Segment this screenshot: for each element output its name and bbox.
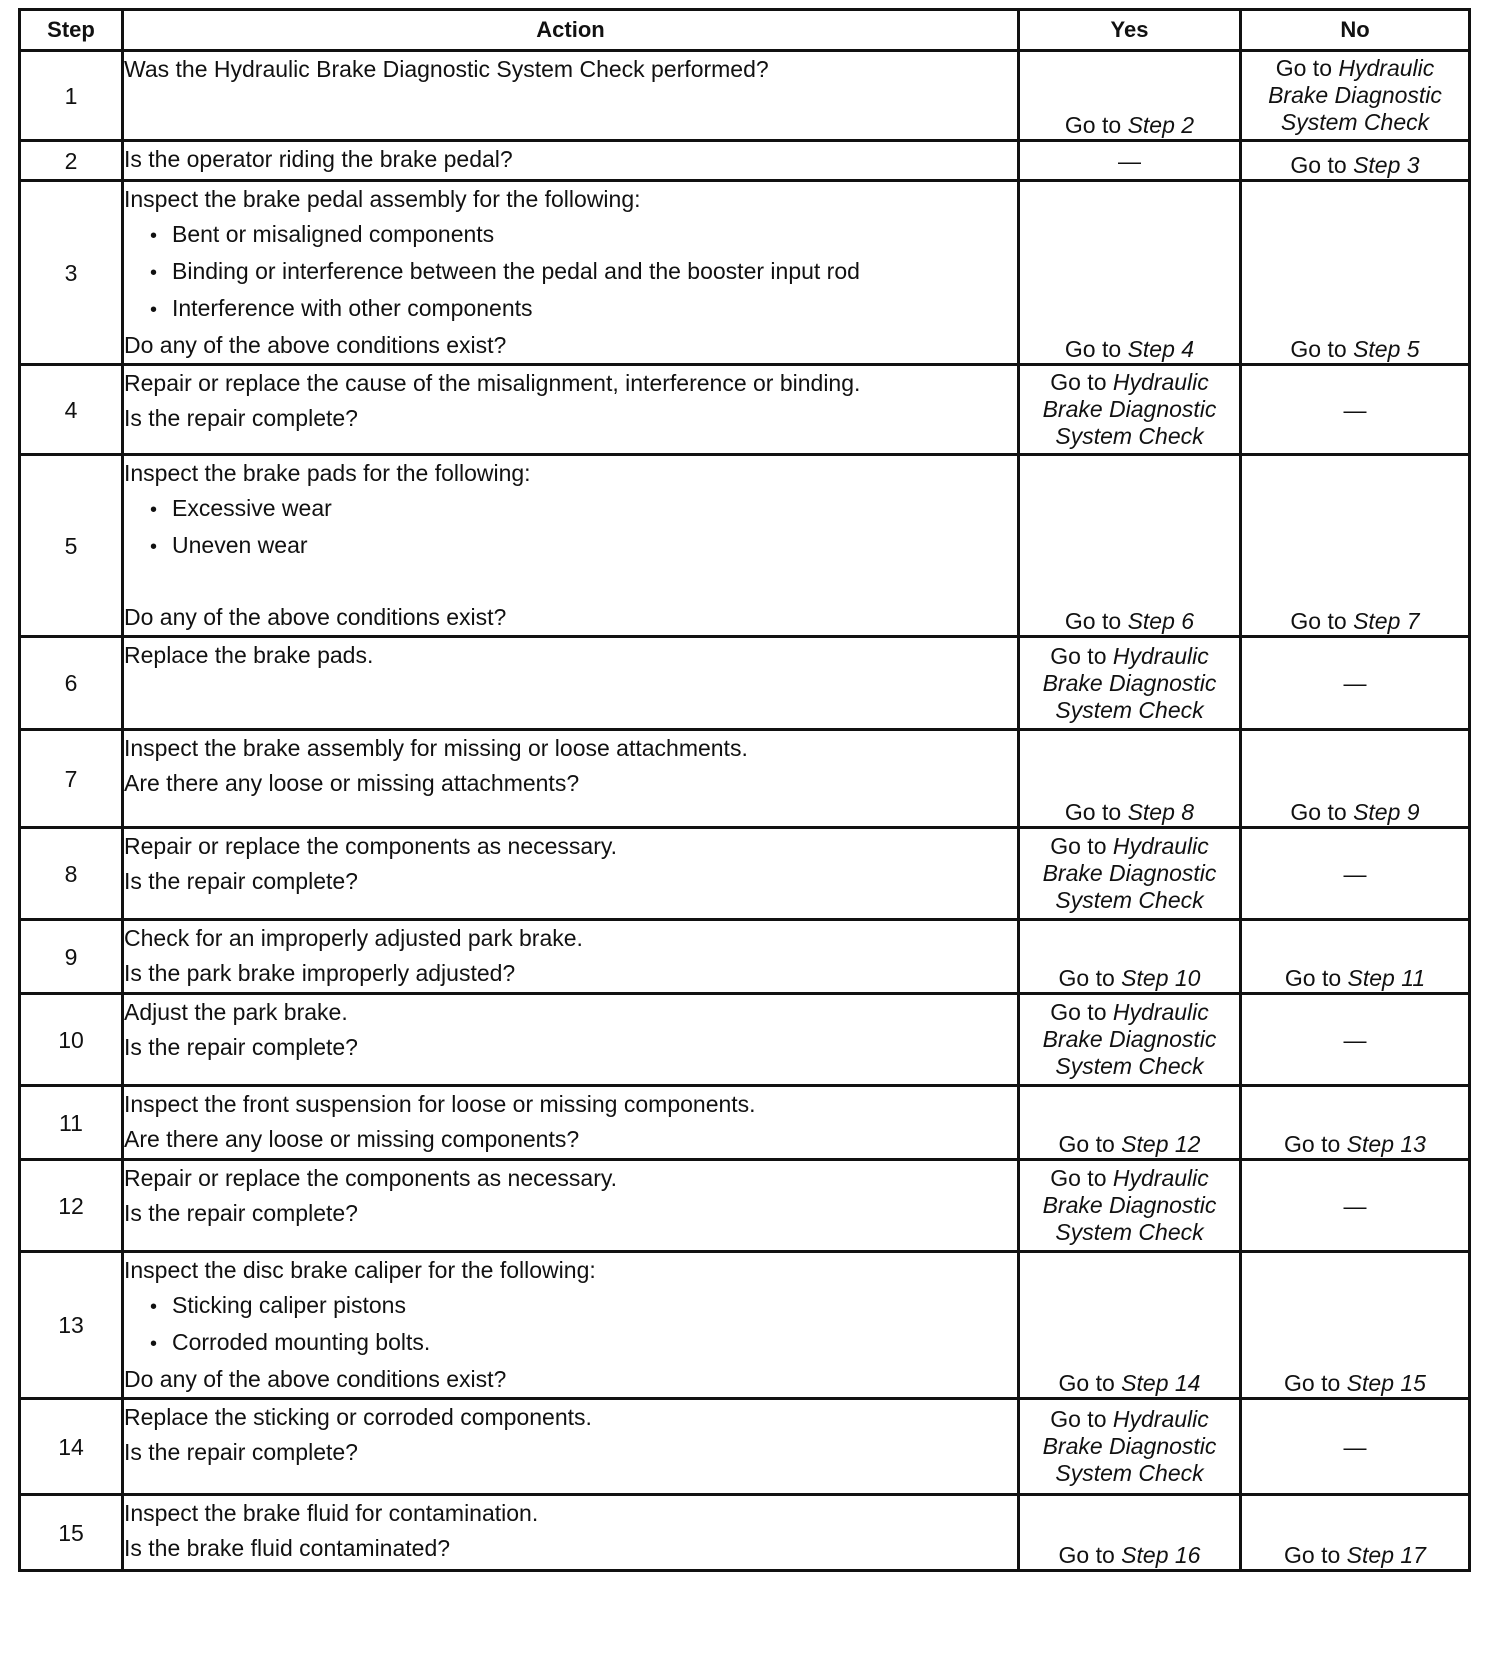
- dash-mark: —: [1343, 1433, 1367, 1460]
- yes-cell: [1019, 181, 1241, 365]
- table-body: [20, 51, 1470, 1571]
- table-row: [20, 1086, 1470, 1160]
- goto-prefix: Go to: [1290, 799, 1347, 825]
- no-cell: [1241, 730, 1470, 828]
- step-number: 12: [20, 1160, 123, 1252]
- header-row: [20, 10, 1470, 51]
- yes-cell: [1019, 1252, 1241, 1399]
- action-line: Repair or replace the components as necessary.: [124, 1165, 618, 1191]
- step-number: 5: [20, 455, 123, 637]
- goto-target[interactable]: Hydraulic: [1338, 55, 1435, 81]
- bullet-item: • Excessive wear: [150, 491, 1017, 528]
- blank-line: [124, 565, 1017, 600]
- action-cell: [123, 1160, 1019, 1252]
- no-cell: [1241, 1252, 1470, 1399]
- header-yes: Yes: [1019, 10, 1241, 51]
- dash-mark: —: [1343, 860, 1367, 887]
- goto-line: [1020, 643, 1239, 670]
- table-row: [20, 141, 1470, 181]
- goto-line: [1020, 369, 1239, 396]
- action-line: Inspect the brake fluid for contamination.: [124, 1500, 539, 1526]
- bullet-item: • Binding or interference between the pedal and the booster input rod: [150, 254, 1017, 291]
- no-cell: [1241, 141, 1470, 181]
- table-row: [20, 828, 1470, 920]
- bullet-item: • Uneven wear: [150, 528, 1017, 565]
- yes-cell: [1019, 1086, 1241, 1160]
- goto-target[interactable]: Step 7: [1353, 608, 1420, 634]
- goto-target[interactable]: Step 6: [1127, 608, 1195, 634]
- yes-cell: [1019, 1399, 1241, 1495]
- action-line: Replace the sticking or corroded components.: [124, 1404, 592, 1430]
- goto-target[interactable]: Hydraulic: [1112, 833, 1209, 859]
- table-row: [20, 920, 1470, 994]
- action-line: Was the Hydraulic Brake Diagnostic System Check performed?: [124, 56, 769, 82]
- action-question: Do any of the above conditions exist?: [124, 1366, 507, 1392]
- dash-mark: —: [1343, 1192, 1367, 1219]
- no-cell: [1241, 1495, 1470, 1571]
- yes-cell: [1019, 51, 1241, 141]
- yes-cell: [1019, 730, 1241, 828]
- no-cell: [1241, 1399, 1470, 1495]
- goto-target[interactable]: System Check: [1055, 423, 1204, 449]
- goto-target[interactable]: Step 8: [1127, 799, 1195, 825]
- goto-prefix: Go to: [1058, 1131, 1115, 1157]
- action-question: Do any of the above conditions exist?: [124, 332, 507, 358]
- action-line: Are there any loose or missing attachments?: [124, 770, 580, 796]
- action-cell: [123, 1252, 1019, 1399]
- action-cell: [123, 920, 1019, 994]
- goto-prefix: Go to: [1284, 1131, 1341, 1157]
- step-number: 7: [20, 730, 123, 828]
- goto-target[interactable]: Brake Diagnostic: [1042, 396, 1217, 422]
- no-cell: [1241, 455, 1470, 637]
- goto-target[interactable]: Brake Diagnostic: [1268, 82, 1442, 108]
- yes-cell: [1019, 994, 1241, 1086]
- header-no: No: [1241, 10, 1470, 51]
- no-cell: [1241, 637, 1470, 730]
- goto-prefix: Go to: [1284, 965, 1342, 991]
- bullet-list: [124, 1288, 1017, 1362]
- goto-prefix: Go to: [1290, 336, 1347, 362]
- goto-target[interactable]: Brake Diagnostic: [1042, 669, 1217, 696]
- goto-prefix: Go to: [1275, 55, 1332, 81]
- goto-target[interactable]: Step 4: [1127, 336, 1195, 362]
- yes-cell: [1019, 920, 1241, 994]
- goto-target[interactable]: System Check: [1055, 1053, 1204, 1079]
- goto-prefix: Go to: [1050, 833, 1107, 859]
- action-cell: [123, 1086, 1019, 1160]
- action-line: Check for an improperly adjusted park brake.: [124, 925, 583, 951]
- action-line: Is the repair complete?: [124, 1200, 358, 1226]
- goto-target[interactable]: Step 10: [1121, 965, 1201, 991]
- goto-prefix: Go to: [1290, 608, 1347, 634]
- no-cell: [1241, 365, 1470, 455]
- table-row: [20, 1399, 1470, 1495]
- bullet-item: • Interference with other components: [150, 291, 1017, 328]
- goto-line: [1020, 999, 1239, 1026]
- yes-cell: [1019, 1495, 1241, 1571]
- table-row: [20, 730, 1470, 828]
- goto-target[interactable]: System Check: [1280, 109, 1430, 135]
- goto-prefix: Go to: [1064, 336, 1122, 362]
- goto-prefix: Go to: [1064, 608, 1122, 634]
- goto-target[interactable]: Step 14: [1121, 1370, 1201, 1396]
- goto-prefix: Go to: [1058, 965, 1115, 991]
- goto-prefix: Go to: [1284, 1370, 1341, 1396]
- action-line: Inspect the brake pedal assembly for the following:: [124, 186, 641, 212]
- table-row: [20, 1160, 1470, 1252]
- no-cell: [1241, 1160, 1470, 1252]
- step-number: 13: [20, 1252, 123, 1399]
- goto-target[interactable]: Brake Diagnostic: [1042, 1192, 1217, 1218]
- goto-target[interactable]: Step 5: [1353, 336, 1420, 362]
- action-line: Inspect the disc brake caliper for the following:: [124, 1257, 596, 1283]
- step-number: 4: [20, 365, 123, 455]
- step-number: 3: [20, 181, 123, 365]
- goto-target[interactable]: Brake Diagnostic: [1042, 1433, 1217, 1459]
- goto-prefix: Go to: [1050, 1406, 1107, 1432]
- action-line: Inspect the brake pads for the following:: [124, 460, 531, 486]
- action-cell: [123, 994, 1019, 1086]
- header-action: Action: [123, 10, 1019, 51]
- goto-target[interactable]: Brake Diagnostic: [1042, 1026, 1217, 1052]
- action-cell: [123, 1399, 1019, 1495]
- yes-cell: [1019, 141, 1241, 181]
- goto-prefix: Go to: [1064, 799, 1122, 825]
- action-line: Are there any loose or missing components?: [124, 1126, 580, 1152]
- action-line: Is the repair complete?: [124, 1439, 358, 1465]
- action-cell: [123, 141, 1019, 181]
- goto-target[interactable]: Hydraulic: [1112, 1165, 1209, 1191]
- bullet-list: [124, 217, 1017, 328]
- goto-prefix: Go to: [1050, 642, 1107, 669]
- step-number: 9: [20, 920, 123, 994]
- table-row: [20, 994, 1470, 1086]
- action-cell: [123, 637, 1019, 730]
- step-number: 2: [20, 141, 123, 181]
- no-cell: [1241, 828, 1470, 920]
- table-row: [20, 51, 1470, 141]
- header-step: Step: [20, 10, 123, 51]
- goto-line: [1020, 1406, 1239, 1433]
- bullet-item: • Sticking caliper pistons: [150, 1288, 1017, 1325]
- table-row: [20, 637, 1470, 730]
- yes-cell: [1019, 455, 1241, 637]
- no-cell: [1241, 1086, 1470, 1160]
- action-line: Is the brake fluid contaminated?: [124, 1535, 451, 1561]
- goto-target[interactable]: Brake Diagnostic: [1042, 860, 1217, 886]
- step-number: 6: [20, 637, 123, 730]
- table-row: [20, 1495, 1470, 1571]
- goto-target[interactable]: Hydraulic: [1112, 642, 1209, 669]
- action-cell: [123, 51, 1019, 141]
- action-question: Do any of the above conditions exist?: [124, 604, 507, 630]
- action-cell: [123, 181, 1019, 365]
- no-cell: [1241, 994, 1470, 1086]
- table-row: [20, 455, 1470, 637]
- goto-target[interactable]: Step 3: [1353, 152, 1420, 178]
- bullet-item: • Bent or misaligned components: [150, 217, 1017, 254]
- yes-cell: [1019, 637, 1241, 730]
- goto-target[interactable]: Step 17: [1346, 1542, 1426, 1568]
- action-cell: [123, 828, 1019, 920]
- table-row: [20, 1252, 1470, 1399]
- goto-line: [1020, 1165, 1239, 1192]
- action-line: Inspect the brake assembly for missing or loose attachments.: [124, 735, 748, 761]
- yes-cell: [1019, 1160, 1241, 1252]
- no-cell: [1241, 920, 1470, 994]
- step-number: 8: [20, 828, 123, 920]
- step-number: 14: [20, 1399, 123, 1495]
- goto-prefix: Go to: [1058, 1542, 1115, 1568]
- yes-cell: [1019, 365, 1241, 455]
- dash-mark: —: [1343, 396, 1367, 423]
- action-cell: [123, 365, 1019, 455]
- dash-mark: —: [1343, 670, 1367, 696]
- goto-target[interactable]: System Check: [1055, 696, 1204, 723]
- goto-target[interactable]: System Check: [1055, 887, 1204, 913]
- action-line: Is the repair complete?: [124, 1034, 358, 1060]
- step-number: 15: [20, 1495, 123, 1571]
- goto-target[interactable]: Step 2: [1127, 112, 1195, 138]
- no-cell: [1241, 181, 1470, 365]
- bullet-item: • Corroded mounting bolts.: [150, 1325, 1017, 1362]
- goto-target[interactable]: Step 12: [1121, 1131, 1201, 1157]
- action-cell: [123, 1495, 1019, 1571]
- goto-target[interactable]: Hydraulic: [1112, 1406, 1209, 1432]
- table-row: [20, 181, 1470, 365]
- goto-target[interactable]: Step 16: [1121, 1542, 1201, 1568]
- action-line: Replace the brake pads.: [124, 642, 374, 668]
- action-cell: [123, 730, 1019, 828]
- goto-target[interactable]: Step 13: [1346, 1131, 1426, 1157]
- step-number: 11: [20, 1086, 123, 1160]
- step-number: 1: [20, 51, 123, 141]
- goto-target[interactable]: System Check: [1055, 1460, 1204, 1486]
- action-line: Is the repair complete?: [124, 405, 358, 431]
- goto-target[interactable]: System Check: [1055, 1219, 1204, 1245]
- step-number: 10: [20, 994, 123, 1086]
- goto-line: [1242, 55, 1468, 82]
- goto-target[interactable]: Step 15: [1346, 1370, 1426, 1396]
- goto-target[interactable]: Step 9: [1353, 799, 1420, 825]
- goto-prefix: Go to: [1050, 369, 1107, 395]
- bullet-list: [124, 491, 1017, 565]
- action-line: Adjust the park brake.: [124, 999, 348, 1025]
- goto-target[interactable]: Hydraulic: [1112, 999, 1209, 1025]
- goto-prefix: Go to: [1290, 152, 1347, 178]
- action-line: Is the repair complete?: [124, 868, 358, 894]
- action-line: Inspect the front suspension for loose or missing components.: [124, 1091, 756, 1117]
- goto-target[interactable]: Hydraulic: [1112, 369, 1209, 395]
- action-line: Repair or replace the components as necessary.: [124, 833, 618, 859]
- goto-line: [1020, 833, 1239, 860]
- dash-mark: —: [1118, 147, 1141, 174]
- diagnostic-page: [18, 8, 1468, 1572]
- goto-prefix: Go to: [1284, 1542, 1341, 1568]
- no-cell: [1241, 51, 1470, 141]
- table-row: [20, 365, 1470, 455]
- diagnostic-table: [18, 8, 1471, 1572]
- goto-prefix: Go to: [1058, 1370, 1115, 1396]
- action-cell: [123, 455, 1019, 637]
- goto-prefix: Go to: [1050, 999, 1107, 1025]
- goto-prefix: Go to: [1050, 1165, 1107, 1191]
- dash-mark: —: [1343, 1026, 1367, 1053]
- action-line: Repair or replace the cause of the misalignment, interference or binding.: [124, 370, 861, 396]
- yes-cell: [1019, 828, 1241, 920]
- action-line: Is the park brake improperly adjusted?: [124, 960, 516, 986]
- goto-target[interactable]: Step 11: [1347, 965, 1426, 991]
- goto-prefix: Go to: [1064, 112, 1122, 138]
- action-line: Is the operator riding the brake pedal?: [124, 146, 513, 172]
- table-header: [20, 10, 1470, 51]
